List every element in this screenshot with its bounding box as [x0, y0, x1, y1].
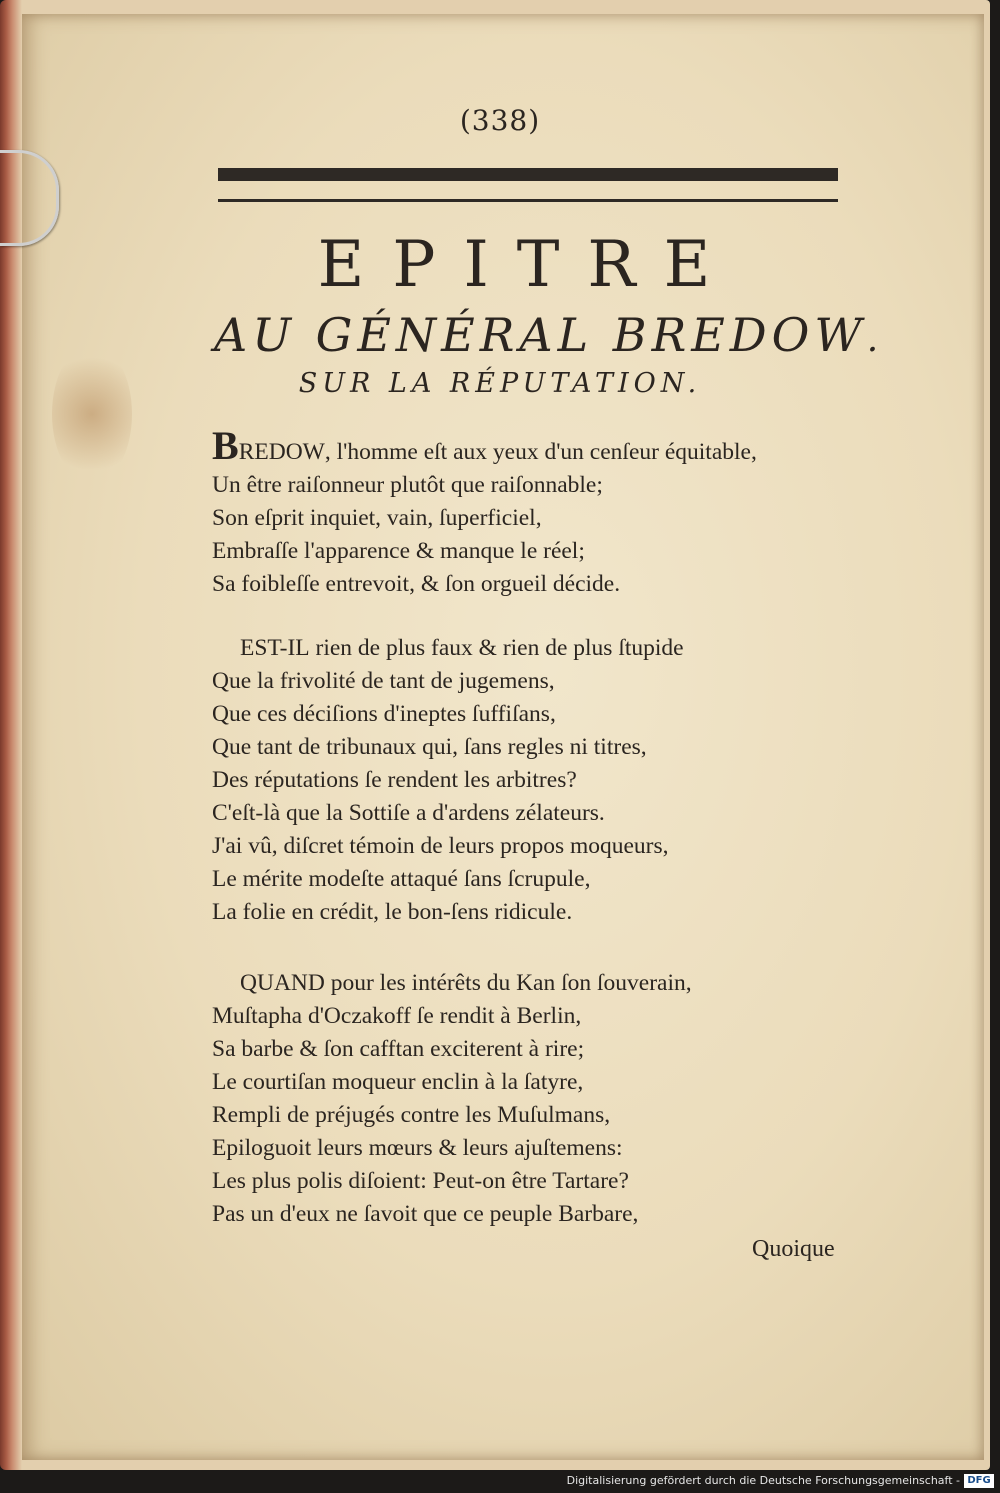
verse-line: Que la frivolité de tant de jugemens,	[212, 668, 555, 694]
page-number: (338)	[459, 104, 541, 137]
verse-line: Que tant de tribunaux qui, ſans regles ni titres,	[212, 734, 647, 760]
verse-line	[212, 423, 757, 469]
verse-line: La folie en crédit, le bon-ſens ridicule.	[212, 899, 573, 925]
verse-line	[212, 632, 684, 665]
lead-word: QUAND	[240, 970, 325, 996]
stanza-2	[212, 632, 684, 929]
verse-line: Que ces déciſions d'ineptes ſuffiſans,	[212, 701, 556, 727]
lead-rest: rien de plus faux & rien de plus ſtupide	[309, 635, 684, 661]
title: EPITRE	[317, 228, 739, 302]
verse-line: Sa foibleſſe entrevoit, & ſon orgueil décide.	[212, 571, 621, 597]
stanza-3	[212, 967, 692, 1231]
header-rule-thin	[218, 199, 838, 202]
lead-rest: pour les intérêts du Kan ſon ſouverain,	[324, 970, 692, 996]
verse-line: C'eſt-là que la Sottiſe a d'ardens zélateurs.	[212, 800, 605, 826]
verse-line: Le courtiſan moqueur enclin à la ſatyre,	[212, 1069, 584, 1095]
catchword: Quoique	[752, 1236, 835, 1262]
subtitle	[214, 308, 883, 362]
verse-line: Un être raiſonneur plutôt que raiſonnable;	[212, 472, 603, 498]
verse-line: Pas un d'eux ne ſavoit que ce peuple Barbare,	[212, 1201, 639, 1227]
verse-line: J'ai vû, diſcret témoin de leurs propos moqueurs,	[212, 833, 669, 859]
verse-line	[212, 967, 692, 1000]
drop-cap: B	[212, 423, 239, 468]
subsubtitle: SUR LA RÉPUTATION.	[298, 368, 702, 399]
stanza-1	[212, 423, 757, 601]
verse-line: Des réputations ſe rendent les arbitres?	[212, 767, 577, 793]
verse-line: Les plus polis diſoient: Peut-on être Tartare?	[212, 1168, 629, 1194]
verse-line: Epiloguoit leurs mœurs & leurs ajuſtemens:	[212, 1135, 623, 1161]
dfg-logo: DFG	[964, 1474, 994, 1488]
verse-line: Embraſſe l'apparence & manque le réel;	[212, 538, 585, 564]
verse-line: Rempli de préjugés contre les Muſulmans,	[212, 1102, 611, 1128]
lead-word: EST-IL	[240, 635, 310, 661]
foxing-stain	[52, 344, 132, 484]
verse-line: Muſtapha d'Oczakoff ſe rendit à Berlin,	[212, 1003, 582, 1029]
lead-word: REDOW	[238, 439, 325, 465]
header-rule-thick	[218, 168, 838, 181]
subtitle-text: AU GÉNÉRAL BREDOW	[214, 308, 867, 362]
funding-footer: Digitalisierung gefördert durch die Deutsche Forschungsgemeinschaft -	[566, 1474, 960, 1487]
verse-line: Le mérite modeſte attaqué ſans ſcrupule,	[212, 866, 591, 892]
verse-line: Sa barbe & ſon cafftan exciterent à rire;	[212, 1036, 585, 1062]
verse-line: Son eſprit inquiet, vain, ſuperficiel,	[212, 505, 542, 531]
lead-rest: , l'homme eſt aux yeux d'un cenſeur équitable,	[324, 439, 757, 465]
subtitle-mark: .	[866, 319, 884, 360]
